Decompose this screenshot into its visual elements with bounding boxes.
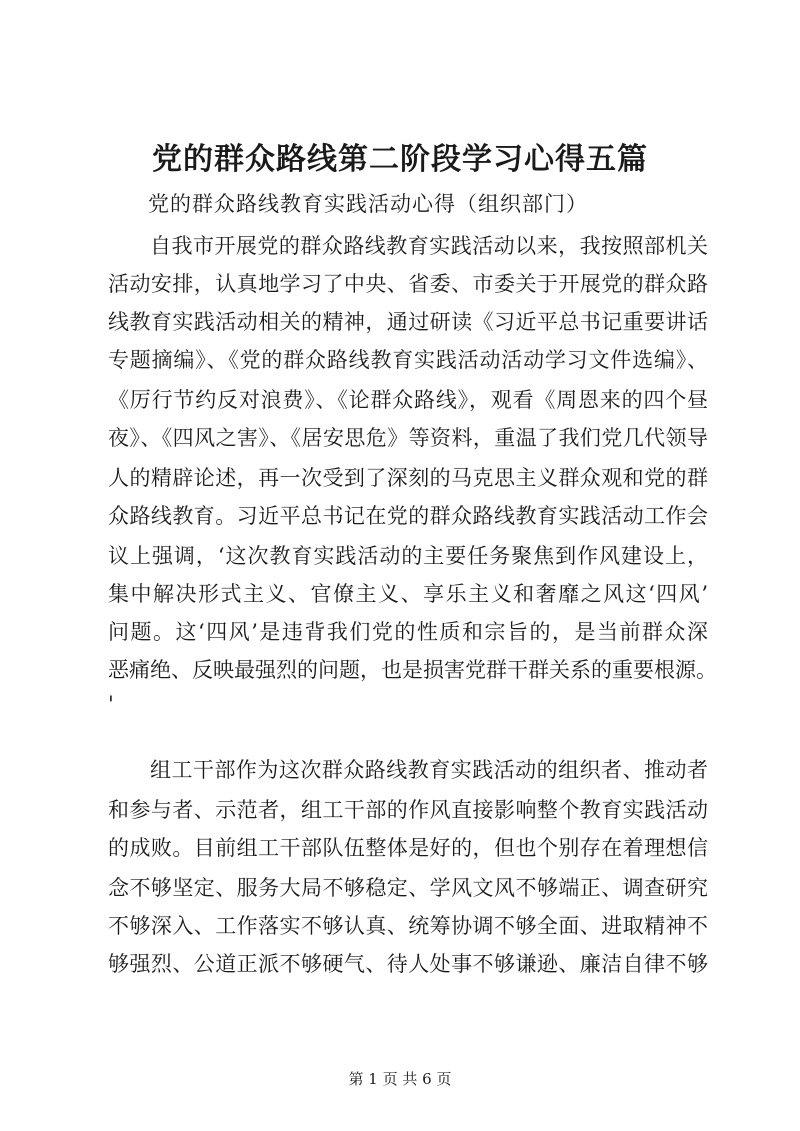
paragraph-line: 和参与者、示范者，组工干部的作风直接影响整个教育实践活动 — [108, 798, 708, 822]
paragraph-line: ' — [108, 692, 114, 716]
paragraph-line: 众路线教育。习近平总书记在党的群众路线教育实践活动工作会 — [108, 504, 708, 528]
paragraph-line: 问题。这‘四风’是违背我们党的性质和宗旨的，是当前群众深 — [108, 620, 708, 644]
paragraph-line: 夜》、《四风之害》、《居安思危》等资料，重温了我们党几代领导 — [108, 426, 708, 450]
paragraph-line: 恶痛绝、反映最强烈的问题，也是损害党群干群关系的重要根源。 — [108, 658, 717, 682]
paragraph-line: 念不够坚定、服务大局不够稳定、学风文风不够端正、调查研究 — [108, 876, 708, 900]
document-title: 党的群众路线第二阶段学习心得五篇 — [152, 142, 648, 177]
page-number-footer: 第 1 页 共 6 页 — [348, 1070, 452, 1088]
paragraph-line: 线教育实践活动相关的精神，通过研读《习近平总书记重要讲话 — [108, 310, 708, 334]
paragraph-line: 专题摘编》、《党的群众路线教育实践活动活动学习文件选编》、 — [108, 348, 708, 372]
paragraph-line: 组工干部作为这次群众路线教育实践活动的组织者、推动者 — [150, 758, 708, 782]
paragraph-line: 够强烈、公道正派不够硬气、待人处事不够谦逊、廉洁自律不够 — [108, 952, 708, 976]
paragraph-line: 集中解决形式主义、官僚主义、享乐主义和奢靡之风这‘四风’ — [108, 582, 708, 606]
paragraph-line: 活动安排，认真地学习了中央、省委、市委关于开展党的群众路 — [108, 272, 708, 296]
paragraph-line: 人的精辟论述，再一次受到了深刻的马克思主义群众观和党的群 — [108, 466, 708, 490]
document-subtitle: 党的群众路线教育实践活动心得（组织部门） — [148, 192, 588, 216]
paragraph-line: 自我市开展党的群众路线教育实践活动以来，我按照部机关 — [150, 234, 708, 258]
paragraph-line: 《厉行节约反对浪费》、《论群众路线》，观看《周恩来的四个昼 — [108, 388, 708, 412]
paragraph-line: 议上强调，‘这次教育实践活动的主要任务聚焦到作风建设上， — [108, 544, 708, 568]
paragraph-line: 的成败。目前组工干部队伍整体是好的，但也个别存在着理想信 — [108, 836, 708, 860]
paragraph-line: 不够深入、工作落实不够认真、统筹协调不够全面、进取精神不 — [108, 914, 708, 938]
